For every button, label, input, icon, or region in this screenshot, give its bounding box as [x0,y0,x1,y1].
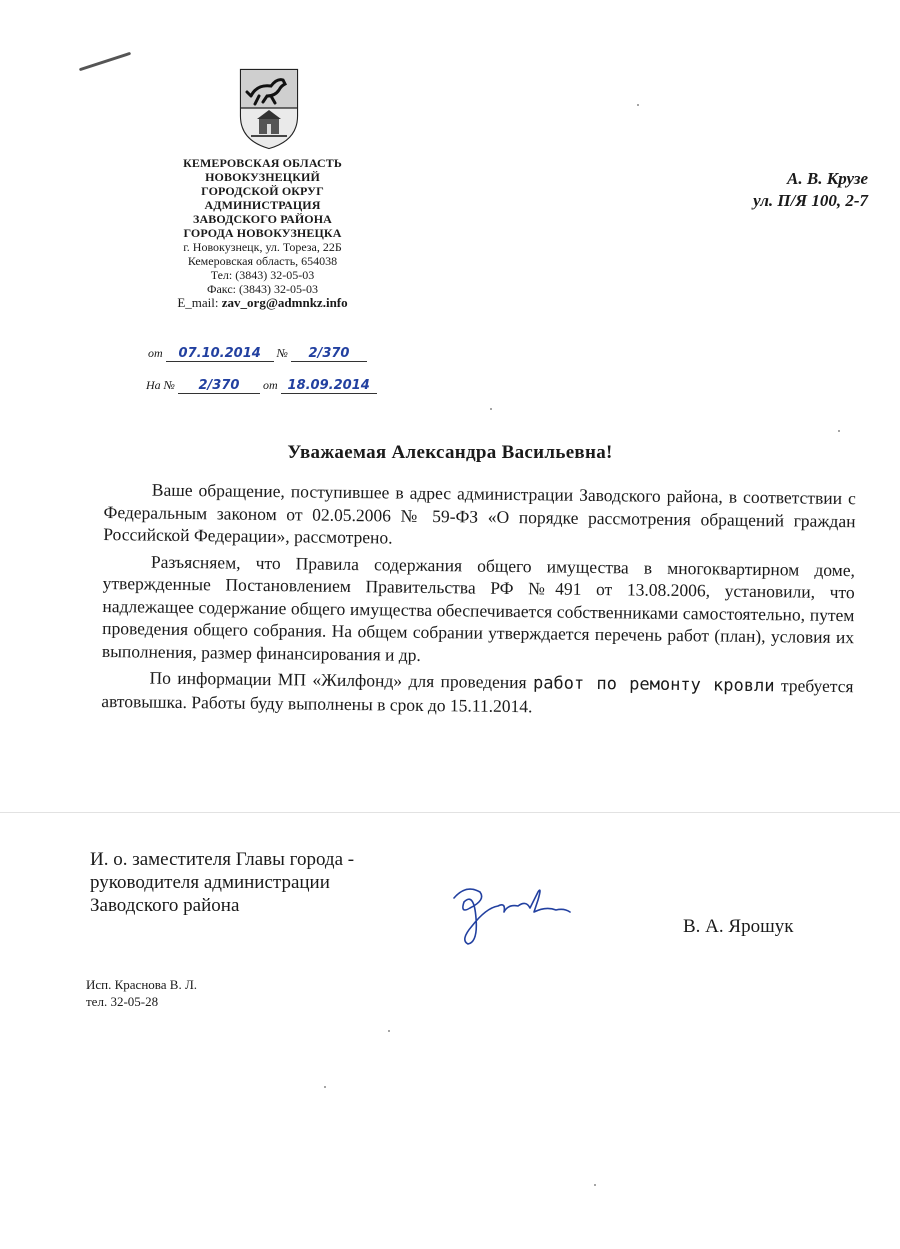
executor-name: Исп. Краснова В. Л. [86,977,198,992]
body-paragraph [101,666,854,721]
org-fax: Факс: (3843) 32-05-03 [207,282,318,296]
addressee-name: А. В. Крузе [787,169,868,188]
letter-body [101,478,856,725]
scan-speck [594,1184,596,1186]
org-phone: Тел: (3843) 32-05-03 [210,268,315,282]
org-line: НОВОКУЗНЕЦКИЙ [205,170,320,184]
reg-from-date: 07.10.2014 [166,346,274,362]
body-text: По информации МП «Жилфонд» для проведения [149,667,534,693]
org-line: ЗАВОДСКОГО РАЙОНА [193,212,332,226]
organization-block [150,156,375,310]
executor-phone: тел. 32-05-28 [86,994,159,1009]
org-email-line [150,296,375,310]
signer-title-line: руководителя администрации [90,872,330,893]
signer-title-line: Заводского района [90,895,240,916]
signer-title-block [90,848,354,917]
reg-from-label: от [148,346,163,360]
coat-of-arms-emblem [237,66,301,150]
reg-no-value: 2/370 [291,346,367,362]
addressee-address: ул. П/Я 100, 2-7 [753,191,868,210]
reg-ref-from-label: от [262,378,278,392]
org-line: ГОРОДА НОВОКУЗНЕЦКА [183,226,342,240]
reg-ref-label: На № [146,378,175,392]
handwritten-signature [446,878,576,948]
reg-ref-value: 2/370 [178,378,260,394]
scan-speck [388,1030,390,1032]
signer-name: В. А. Ярошук [683,916,794,937]
scan-speck [324,1086,326,1088]
scan-mark [79,52,131,72]
body-paragraph: Ваше обращение, поступившее в адрес администрации Заводского района, в соответствии с Федеральным законом от 02.05.2006 № 59-ФЗ «О порядке рассмотрения обращений граждан Российской Федерации», рассмотрено. [103,479,856,548]
scan-speck [838,430,840,432]
org-email-label: E_mail: [177,295,222,310]
signer-title-line: И. о. заместителя Главы города - [90,849,355,870]
body-paragraph: Разъясняем, что Правила содержания общего имущества в многоквартирном доме, утвержденные Постановлением Правительства РФ №491 от 13.08.2006, установили, что надлежащее содержание общего имущества обеспечивается собственниками самостоятельно, путем проведения общего собрания. На общем собрании утверждается перечень работ (план), условия их выполнения, размер финансирования и др. [101,551,856,665]
scan-speck [637,104,639,106]
executor-block [86,976,197,1010]
reg-no-label: № [276,346,288,360]
salutation: Уважаемая Александра Васильевна! [287,442,613,463]
fold-line [0,812,900,813]
body-typed-insert: работ по ремонту кровли [532,673,775,697]
org-line: ГОРОДСКОЙ ОКРУГ [201,184,324,198]
reg-ref-from-date: 18.09.2014 [281,378,377,394]
addressee-block [753,168,868,212]
registration-line-incoming [146,378,377,394]
org-email: zav_org@admnkz.info [221,295,348,310]
registration-line-outgoing [148,346,367,362]
scan-speck [490,408,492,410]
body-text: требуется автовышка. Работы буду выполнены в срок до 15.11.2014. [101,675,854,716]
org-line: КЕМЕРОВСКАЯ ОБЛАСТЬ [183,156,342,170]
org-line: АДМИНИСТРАЦИЯ [204,198,321,212]
org-address-street: г. Новокузнецк, ул. Тореза, 22Б [183,240,342,254]
org-address-region: Кемеровская область, 654038 [187,254,338,268]
